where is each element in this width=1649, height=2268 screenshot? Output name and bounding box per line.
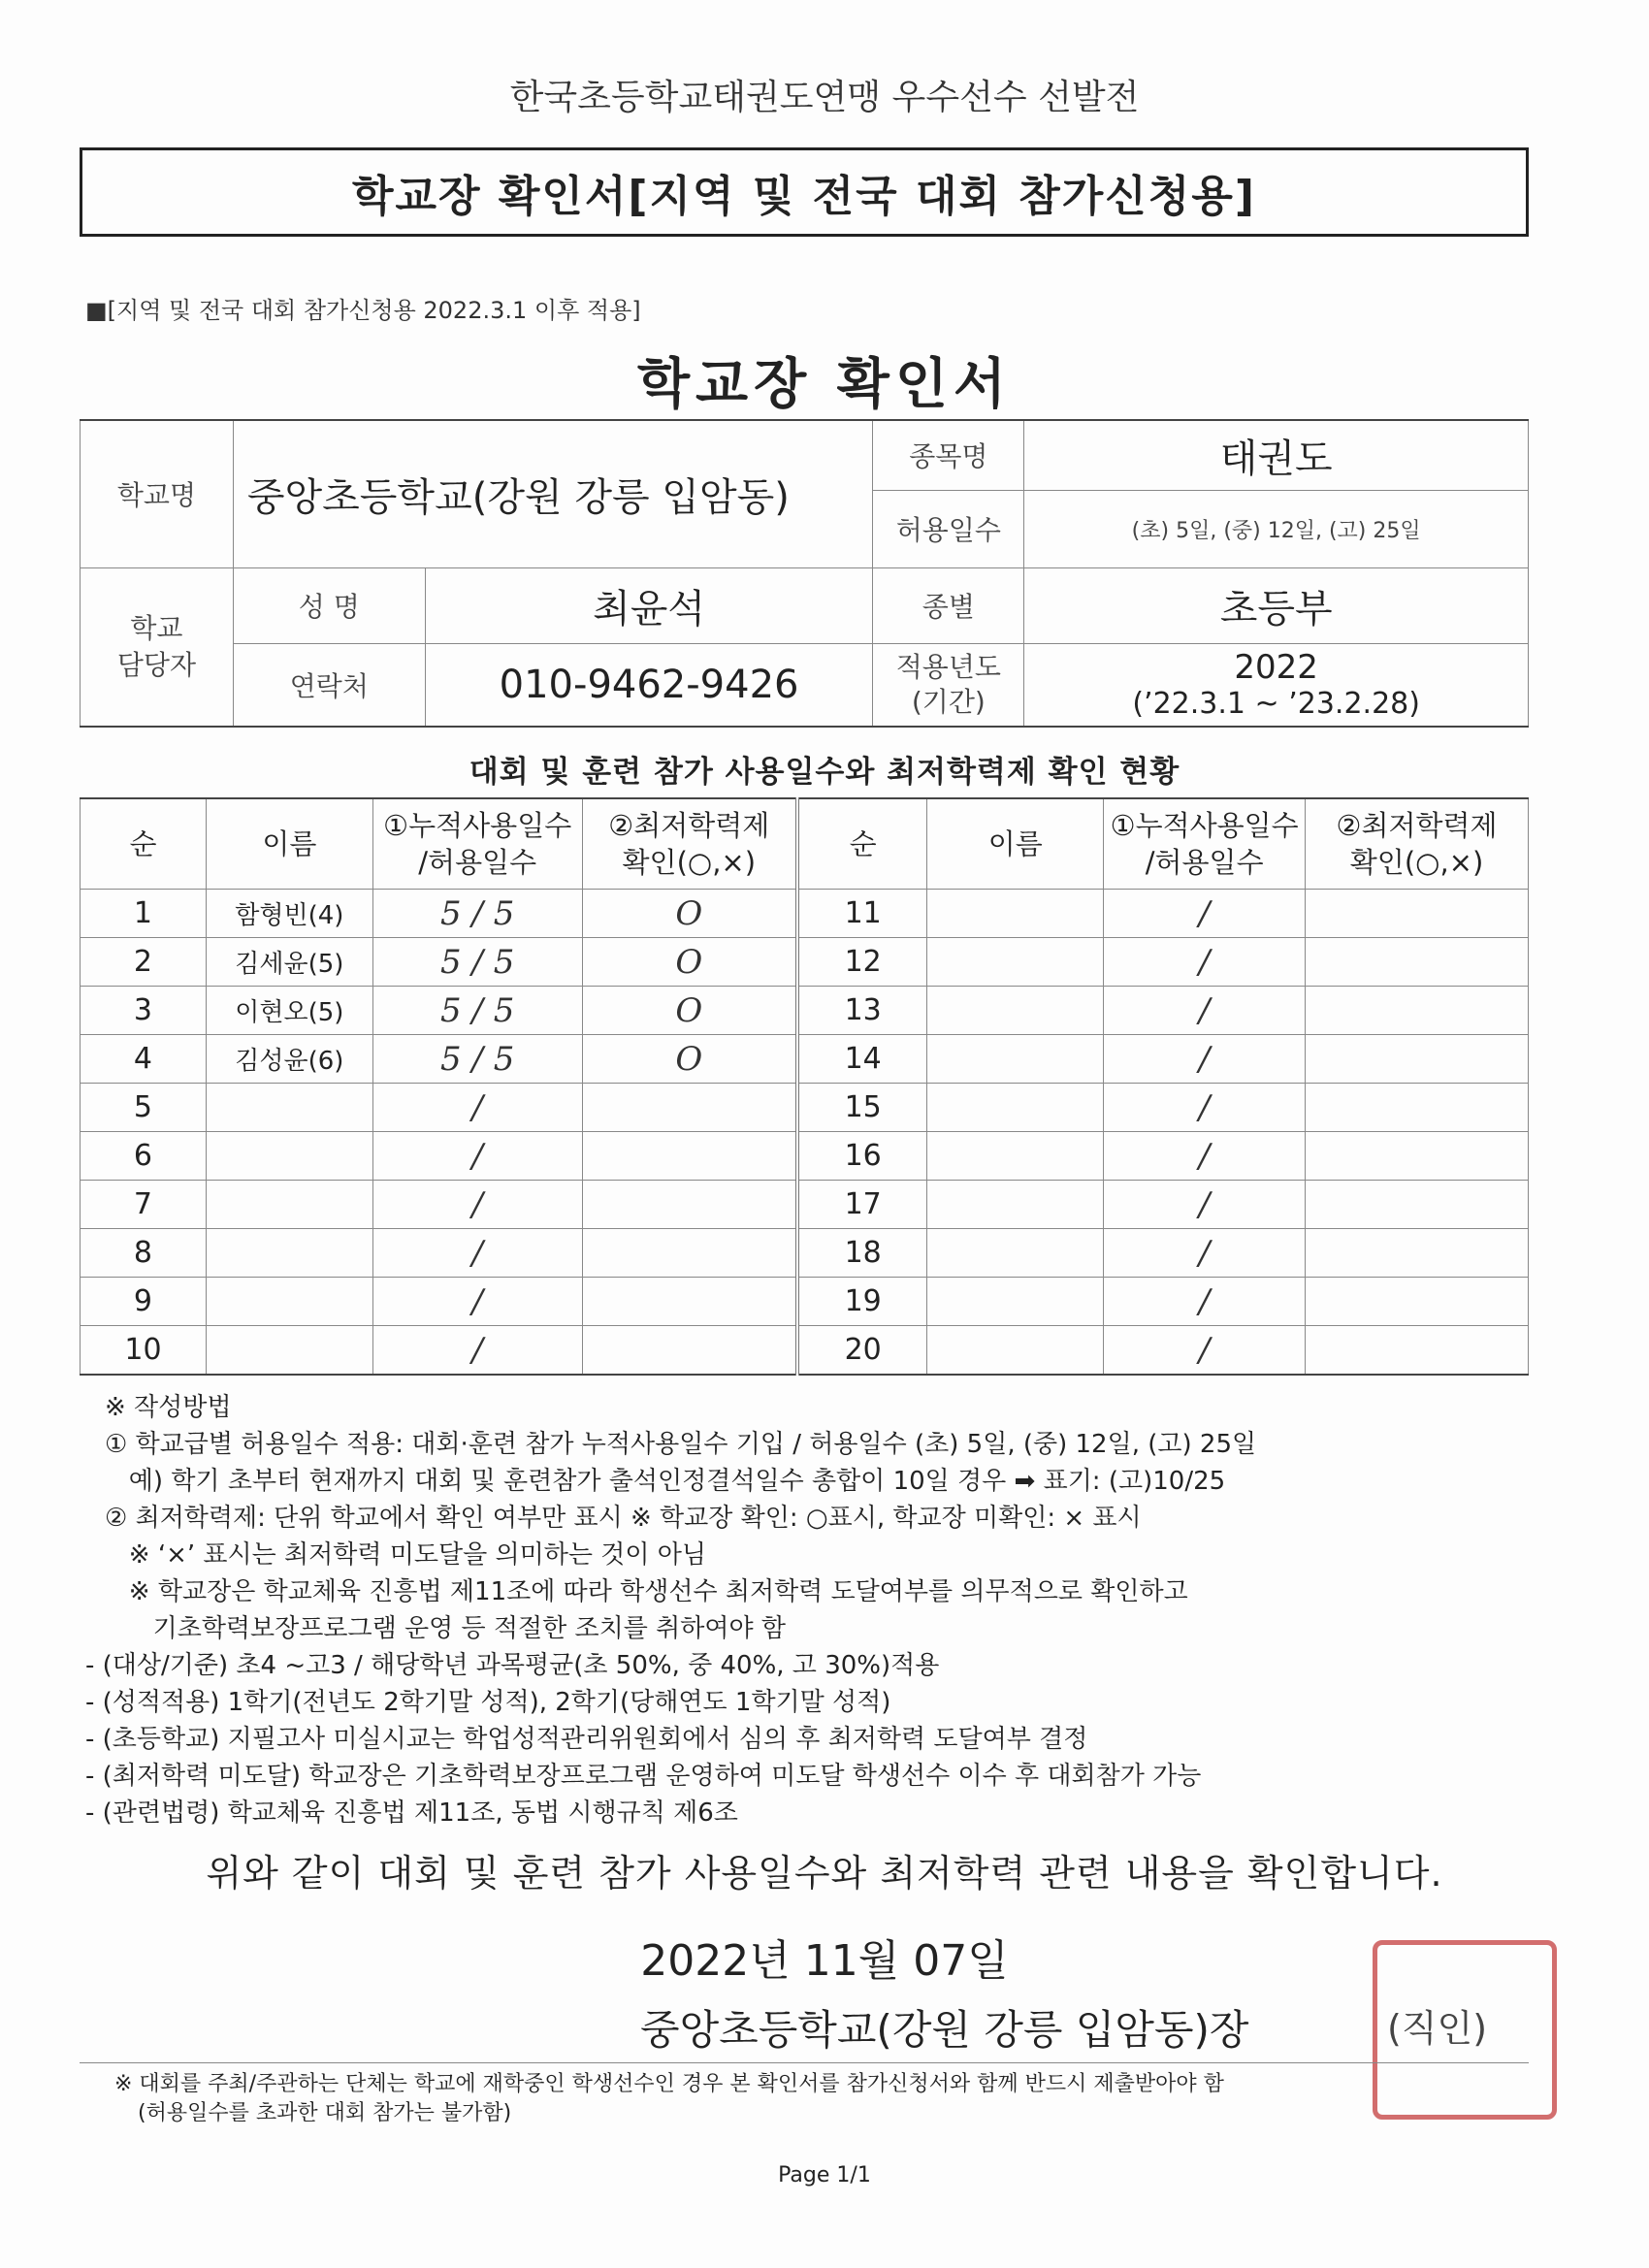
instruction-line: - (대상/기준) 초4 ~고3 / 해당학년 과목평균(초 50%, 중 40%, 고 30%)적용 bbox=[85, 1651, 940, 1680]
row-number: 10 bbox=[81, 1326, 207, 1376]
row-number: 17 bbox=[797, 1181, 927, 1229]
row-number: 15 bbox=[797, 1084, 927, 1132]
row-days-used: / bbox=[1104, 1326, 1306, 1376]
contact-value: 010-9462-9426 bbox=[425, 643, 873, 727]
confirmation-date: 2022년 11월 07일 bbox=[640, 1936, 1009, 1986]
row-number: 4 bbox=[81, 1035, 207, 1084]
row-academic-mark bbox=[582, 1326, 797, 1376]
row-academic-mark: O bbox=[582, 890, 797, 938]
page-number: Page 1/1 bbox=[778, 2163, 871, 2187]
document-title-box bbox=[80, 147, 1529, 237]
row-name bbox=[206, 1181, 372, 1229]
instruction-line: - (성적적용) 1학기(전년도 2학기말 성적), 2학기(당해연도 1학기말 성적) bbox=[85, 1688, 891, 1717]
row-academic-mark: O bbox=[582, 987, 797, 1035]
instruction-line: 예) 학기 초부터 현재까지 대회 및 훈련참가 출석인정결석일수 총합이 10일 경우 ➡ 표기: (고)10/25 bbox=[105, 1467, 1226, 1496]
row-name: 김성윤(6) bbox=[206, 1035, 372, 1084]
allowed-days-value: (초) 5일, (중) 12일, (고) 25일 bbox=[1024, 490, 1529, 567]
row-days-used: / bbox=[1104, 1229, 1306, 1278]
instruction-line: ② 최저학력제: 단위 학교에서 확인 여부만 표시 ※ 학교장 확인: ○표시, 학교장 미확인: × 표시 bbox=[105, 1504, 1142, 1533]
row-number: 13 bbox=[797, 987, 927, 1035]
row-academic-mark bbox=[582, 1084, 797, 1132]
row-number: 18 bbox=[797, 1229, 927, 1278]
footnote-line-2: (허용일수를 초과한 대회 참가는 불가함) bbox=[138, 2101, 512, 2125]
row-days-used: 5 / 5 bbox=[372, 890, 582, 938]
row-number: 14 bbox=[797, 1035, 927, 1084]
instruction-line: ※ ‘×’ 표시는 최저학력 미도달을 의미하는 것이 아님 bbox=[105, 1540, 706, 1570]
row-academic-mark bbox=[582, 1278, 797, 1326]
applies-note: ■[지역 및 전국 대회 참가신청용 2022.3.1 이후 적용] bbox=[85, 297, 641, 324]
footnote bbox=[114, 2070, 1224, 2128]
confirmation-text: 위와 같이 대회 및 훈련 참가 사용일수와 최저학력 관련 내용을 확인합니다. bbox=[206, 1852, 1443, 1895]
header-no: 순 bbox=[81, 798, 207, 890]
row-name bbox=[927, 1326, 1104, 1376]
seal-label: (직인) bbox=[1387, 2007, 1488, 2050]
period-value: (’22.3.1 ~ ’23.2.28) bbox=[1132, 687, 1420, 722]
year-value: 2022 bbox=[1234, 648, 1318, 688]
allowed-days-label: 허용일수 bbox=[873, 490, 1024, 567]
row-name bbox=[206, 1084, 372, 1132]
table-row bbox=[81, 987, 1529, 1035]
row-name bbox=[927, 938, 1104, 987]
table-row bbox=[81, 1035, 1529, 1084]
header-days: ①누적사용일수 /허용일수 bbox=[1104, 798, 1306, 890]
row-days-used: / bbox=[372, 1181, 582, 1229]
instructions bbox=[85, 1389, 1560, 1831]
table-row bbox=[81, 890, 1529, 938]
footnote-divider bbox=[80, 2062, 1529, 2063]
row-number: 12 bbox=[797, 938, 927, 987]
row-days-used: / bbox=[1104, 1278, 1306, 1326]
row-name bbox=[206, 1326, 372, 1376]
row-number: 2 bbox=[81, 938, 207, 987]
instruction-line: ① 학교급별 허용일수 적용: 대회·훈련 참가 누적사용일수 기입 / 허용일수 (초) 5일, (중) 12일, (고) 25일 bbox=[105, 1430, 1257, 1459]
row-days-used: 5 / 5 bbox=[372, 987, 582, 1035]
info-table bbox=[80, 419, 1529, 728]
row-number: 8 bbox=[81, 1229, 207, 1278]
row-name: 이현오(5) bbox=[206, 987, 372, 1035]
row-name bbox=[927, 1278, 1104, 1326]
sub-title: 학교장 확인서 bbox=[636, 353, 1013, 416]
header-academic: ②최저학력제 확인(○,×) bbox=[582, 798, 797, 890]
footnote-line-1: ※ 대회를 주최/주관하는 단체는 학교에 재학중인 학생선수인 경우 본 확인서를 참가신청서와 함께 반드시 제출받아야 함 bbox=[114, 2072, 1224, 2096]
table-row bbox=[81, 1181, 1529, 1229]
row-days-used: 5 / 5 bbox=[372, 1035, 582, 1084]
principal-signature: 중앙초등학교(강원 강릉 입암동)장 bbox=[640, 2006, 1249, 2054]
row-academic-mark bbox=[1306, 1132, 1529, 1181]
row-academic-mark bbox=[1306, 1326, 1529, 1376]
table-row bbox=[81, 1278, 1529, 1326]
sport-label: 종목명 bbox=[873, 420, 1024, 490]
row-days-used: / bbox=[1104, 938, 1306, 987]
row-number: 11 bbox=[797, 890, 927, 938]
sport-value: 태권도 bbox=[1024, 420, 1529, 490]
header-no: 순 bbox=[797, 798, 927, 890]
table-row bbox=[81, 1084, 1529, 1132]
row-days-used: / bbox=[1104, 1181, 1306, 1229]
row-days-used: 5 / 5 bbox=[372, 938, 582, 987]
instruction-line: 기초학력보장프로그램 운영 등 적절한 조치를 취하여야 함 bbox=[105, 1614, 786, 1643]
year-label: 적용년도 (기간) bbox=[873, 643, 1024, 727]
row-academic-mark bbox=[1306, 1084, 1529, 1132]
row-name: 함형빈(4) bbox=[206, 890, 372, 938]
table-row bbox=[81, 938, 1529, 987]
row-days-used: / bbox=[372, 1132, 582, 1181]
row-name bbox=[206, 1278, 372, 1326]
status-table bbox=[80, 797, 1529, 1376]
row-number: 16 bbox=[797, 1132, 927, 1181]
row-name bbox=[927, 1229, 1104, 1278]
manager-label: 학교 담당자 bbox=[81, 567, 234, 727]
row-number: 9 bbox=[81, 1278, 207, 1326]
status-header-row bbox=[81, 798, 1529, 890]
row-name bbox=[206, 1132, 372, 1181]
row-number: 20 bbox=[797, 1326, 927, 1376]
row-academic-mark bbox=[1306, 890, 1529, 938]
row-number: 7 bbox=[81, 1181, 207, 1229]
row-academic-mark bbox=[1306, 1035, 1529, 1084]
row-days-used: / bbox=[372, 1278, 582, 1326]
contact-label: 연락처 bbox=[233, 643, 425, 727]
row-academic-mark bbox=[1306, 1229, 1529, 1278]
row-number: 3 bbox=[81, 987, 207, 1035]
row-name bbox=[927, 1181, 1104, 1229]
status-title: 대회 및 훈련 참가 사용일수와 최저학력제 확인 현황 bbox=[469, 755, 1180, 790]
row-days-used: / bbox=[372, 1229, 582, 1278]
row-name bbox=[927, 987, 1104, 1035]
row-number: 6 bbox=[81, 1132, 207, 1181]
category-label: 종별 bbox=[873, 567, 1024, 643]
row-academic-mark bbox=[1306, 1278, 1529, 1326]
header-days: ①누적사용일수 /허용일수 bbox=[372, 798, 582, 890]
instruction-line: - (최저학력 미도달) 학교장은 기초학력보장프로그램 운영하여 미도달 학생선수 이수 후 대회참가 가능 bbox=[85, 1762, 1202, 1791]
instruction-line: - (관련법령) 학교체육 진흥법 제11조, 동법 시행규칙 제6조 bbox=[85, 1798, 738, 1828]
row-days-used: / bbox=[1104, 1084, 1306, 1132]
row-name bbox=[927, 1084, 1104, 1132]
row-academic-mark bbox=[582, 1229, 797, 1278]
row-days-used: / bbox=[1104, 1132, 1306, 1181]
instruction-line: - (초등학교) 지필고사 미실시교는 학업성적관리위원회에서 심의 후 최저학력 도달여부 결정 bbox=[85, 1725, 1088, 1754]
row-number: 5 bbox=[81, 1084, 207, 1132]
row-academic-mark: O bbox=[582, 938, 797, 987]
row-academic-mark bbox=[1306, 938, 1529, 987]
instructions-heading: ※ 작성방법 bbox=[105, 1393, 232, 1422]
school-label: 학교명 bbox=[81, 420, 234, 567]
row-number: 19 bbox=[797, 1278, 927, 1326]
name-label: 성 명 bbox=[233, 567, 425, 643]
manager-name: 최윤석 bbox=[425, 567, 873, 643]
table-row bbox=[81, 1326, 1529, 1376]
document-title: 학교장 확인서[지역 및 전국 대회 참가신청용] bbox=[352, 172, 1256, 221]
header-academic: ②최저학력제 확인(○,×) bbox=[1306, 798, 1529, 890]
year-cell bbox=[1024, 643, 1529, 727]
row-days-used: / bbox=[372, 1084, 582, 1132]
row-name bbox=[206, 1229, 372, 1278]
row-name bbox=[927, 890, 1104, 938]
table-row bbox=[81, 1132, 1529, 1181]
row-number: 1 bbox=[81, 890, 207, 938]
school-name: 중앙초등학교(강원 강릉 입암동) bbox=[233, 420, 873, 567]
instruction-line: ※ 학교장은 학교체육 진흥법 제11조에 따라 학생선수 최저학력 도달여부를 의무적으로 확인하고 bbox=[105, 1577, 1188, 1606]
row-days-used: / bbox=[1104, 1035, 1306, 1084]
table-row bbox=[81, 1229, 1529, 1278]
header-name: 이름 bbox=[206, 798, 372, 890]
row-days-used: / bbox=[1104, 890, 1306, 938]
row-academic-mark: O bbox=[582, 1035, 797, 1084]
row-academic-mark bbox=[582, 1181, 797, 1229]
row-days-used: / bbox=[372, 1326, 582, 1376]
row-name bbox=[927, 1035, 1104, 1084]
row-name: 김세윤(5) bbox=[206, 938, 372, 987]
row-academic-mark bbox=[1306, 1181, 1529, 1229]
row-days-used: / bbox=[1104, 987, 1306, 1035]
top-heading: 한국초등학교태권도연맹 우수선수 선발전 bbox=[509, 78, 1140, 117]
category-value: 초등부 bbox=[1024, 567, 1529, 643]
row-academic-mark bbox=[1306, 987, 1529, 1035]
row-name bbox=[927, 1132, 1104, 1181]
row-academic-mark bbox=[582, 1132, 797, 1181]
header-name: 이름 bbox=[927, 798, 1104, 890]
